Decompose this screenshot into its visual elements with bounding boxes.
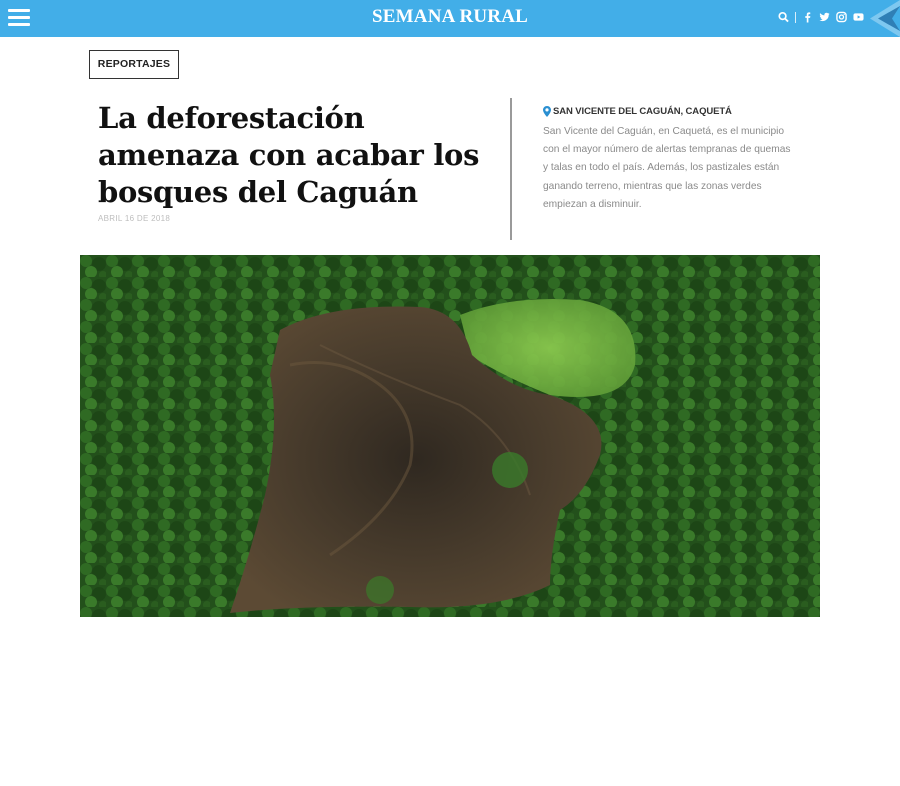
search-icon[interactable]	[778, 11, 789, 23]
location-label: SAN VICENTE DEL CAGUÁN, CAQUETÁ	[553, 106, 732, 117]
site-logo[interactable]: SEMANA RURAL	[372, 6, 528, 27]
location-pin-icon	[543, 106, 551, 117]
section-tag[interactable]: REPORTAJES	[89, 50, 179, 79]
social-links	[778, 11, 864, 23]
social-separator	[795, 12, 796, 23]
top-navigation-bar	[0, 0, 900, 37]
vertical-divider	[510, 98, 512, 240]
hero-photo-illustration	[80, 255, 820, 617]
article-headline: La deforestación amenaza con acabar los bosques del Caguán	[98, 101, 480, 209]
instagram-icon[interactable]	[836, 11, 847, 23]
twitter-icon[interactable]	[819, 11, 830, 23]
facebook-icon[interactable]	[802, 11, 813, 23]
share-arrow-icon[interactable]	[870, 0, 900, 37]
article-summary: San Vicente del Caguán, en Caquetá, es el municipio con el mayor número de alertas tempranas de quemas y talas en todo el país. Además, los pastizales están ganando terreno, mientras que las zonas verdes empiezan a disminuir.	[543, 126, 791, 210]
aerial-deforestation-photo	[80, 255, 820, 617]
youtube-icon[interactable]	[853, 11, 864, 23]
article-location	[543, 106, 732, 117]
article-date: ABRIL 16 DE 2018	[98, 214, 171, 223]
